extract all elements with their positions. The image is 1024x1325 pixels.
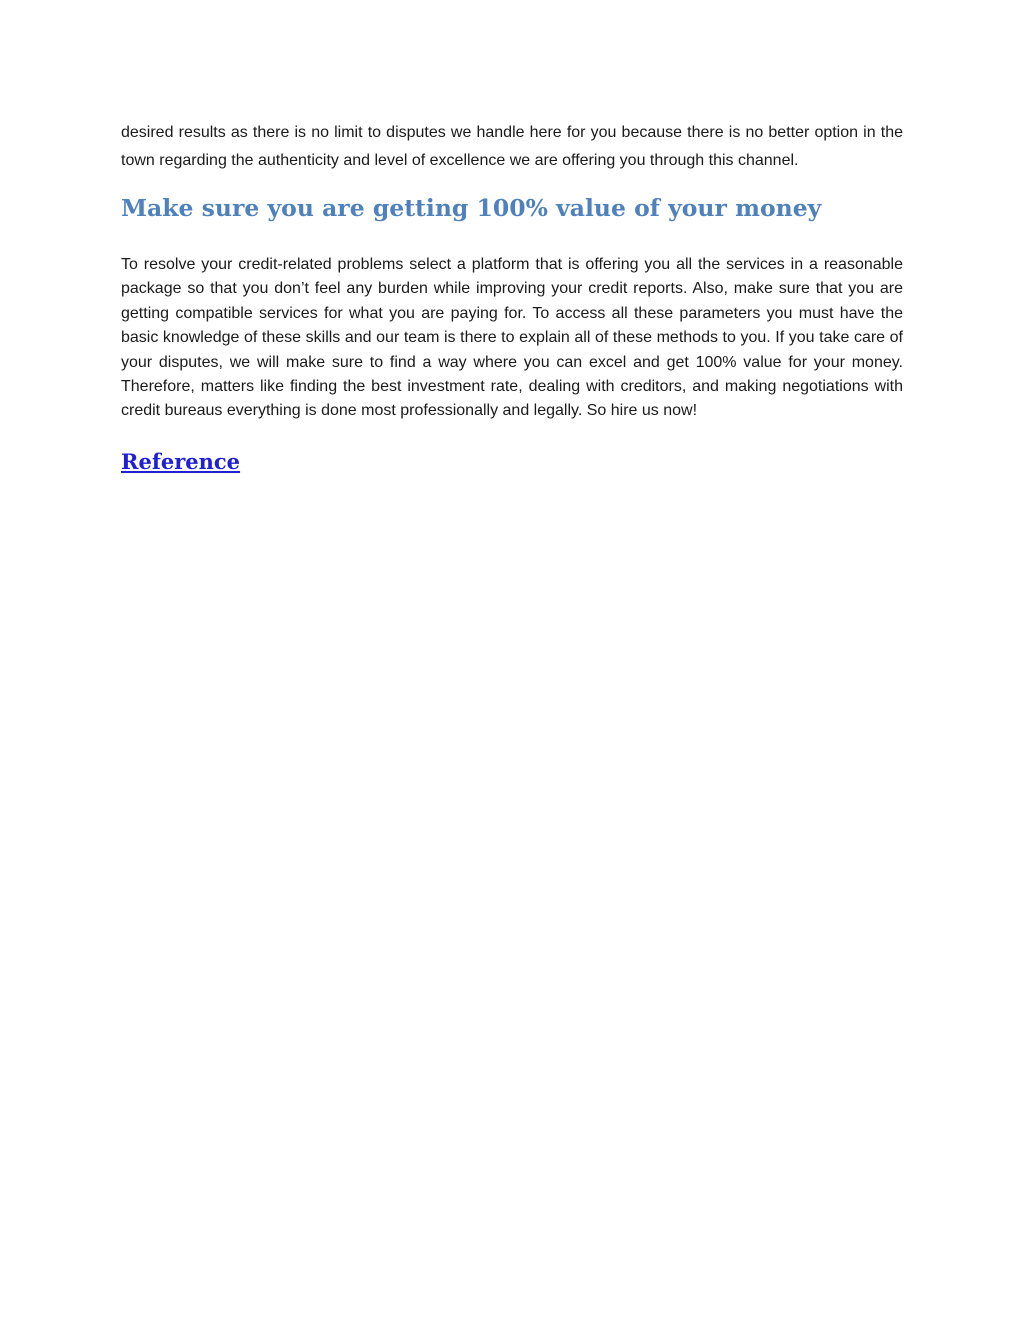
intro-paragraph: desired results as there is no limit to disputes we handle here for you because there is no better option in the town regarding the authenticity and level of excellence we are offering you through this channel. [121, 124, 903, 169]
section-heading: Make sure you are getting 100% value of your money [121, 194, 822, 222]
document-content [121, 119, 903, 477]
body-paragraph: To resolve your credit-related problems select a platform that is offering you all the services in a reasonable package so that you don’t feel any burden while improving your credit reports. Also, make sure that you are getting compatible services for what you are paying for. To access all these parameters you must have the basic knowledge of these skills and our team is there to explain all of these methods to you. If you take care of your disputes, we will make sure to find a way where you can excel and get 100% value for your money. Therefore, matters like finding the best investment rate, dealing with creditors, and making negotiations with credit bureaus everything is done most professionally and legally. So hire us now! [121, 256, 903, 420]
reference-link[interactable]: Reference [121, 448, 241, 474]
